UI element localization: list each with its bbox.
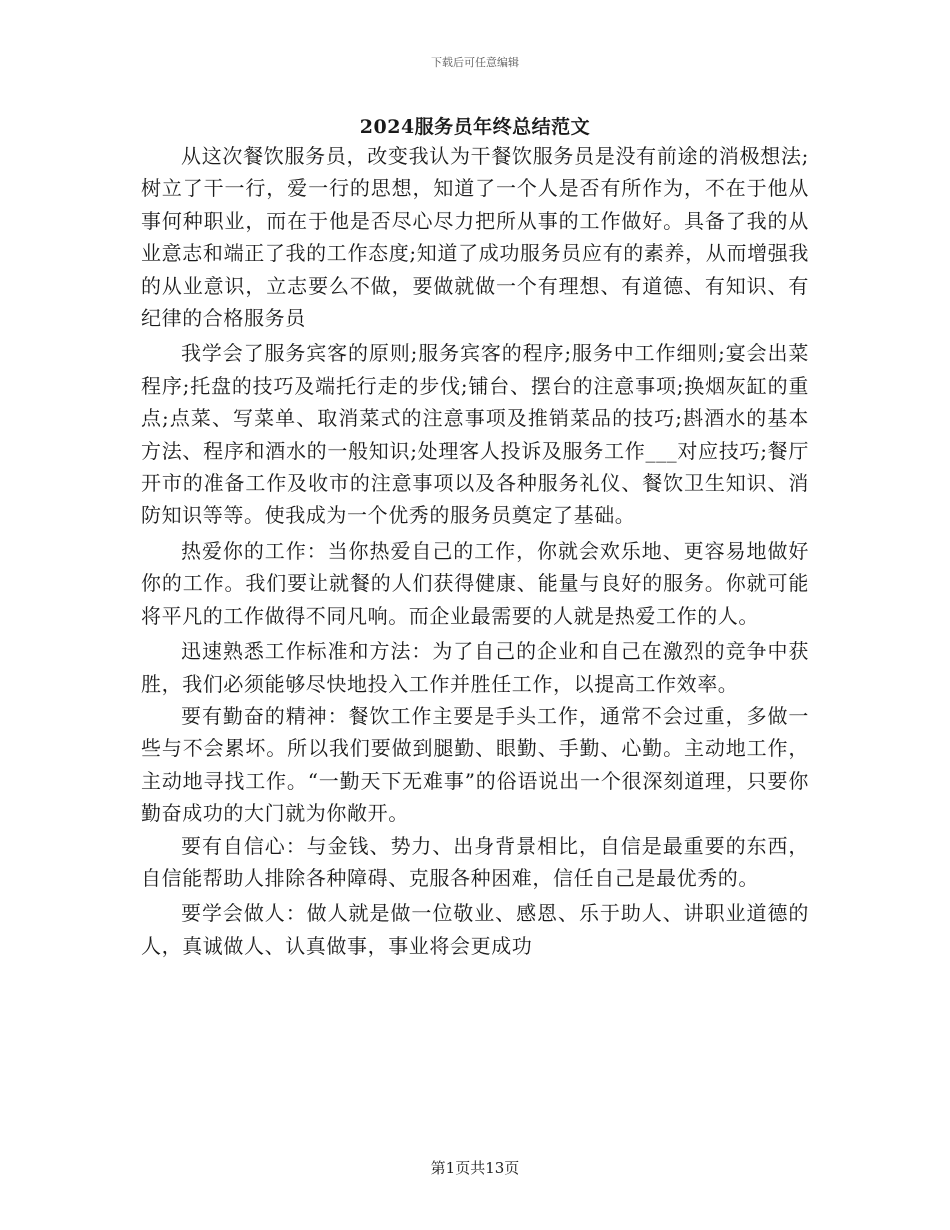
document-body: [141, 140, 809, 962]
paragraph: 要有勤奋的精神：餐饮工作主要是手头工作，通常不会过重，多做一些与不会累坏。所以我们要做到腿勤、眼勤、手勤、心勤。主动地工作，主动地寻找工作。“一勤天下无难事”的俗语说出一个很深刻道理，只要你勤奋成功的大门就为你敞开。: [141, 703, 809, 826]
paragraph: 我学会了服务宾客的原则;服务宾客的程序;服务中工作细则;宴会出菜程序;托盘的技巧及端托行走的步伐;铺台、摆台的注意事项;换烟灰缸的重点;点菜、写菜单、取消菜式的注意事项及推销菜品的技巧;斟酒水的基本方法、程序和酒水的一般知识;处理客人投诉及服务工作___对应技巧;餐厅开市的准备工作及收市的注意事项以及各种服务礼仪、餐饮卫生知识、消防知识等等。使我成为一个优秀的服务员奠定了基础。: [141, 341, 809, 528]
page-number: 第1页共13页: [430, 1159, 520, 1177]
paragraph: 要学会做人：做人就是做一位敬业、感恩、乐于助人、讲职业道德的人，真诚做人、认真做事，事业将会更成功: [141, 901, 809, 958]
header-note: 下载后可任意编辑: [431, 56, 519, 69]
paragraph: 从这次餐饮服务员，改变我认为干餐饮服务员是没有前途的消极想法;树立了干一行，爱一行的思想，知道了一个人是否有所作为，不在于他从事何种职业，而在于他是否尽心尽力把所从事的工作做好。具备了我的从业意志和端正了我的工作态度;知道了成功服务员应有的素养，从而增强我的从业意识，立志要么不做，要做就做一个有理想、有道德、有知识、有纪律的合格服务员: [141, 144, 809, 331]
paragraph: 热爱你的工作：当你热爱自己的工作，你就会欢乐地、更容易地做好你的工作。我们要让就餐的人们获得健康、能量与良好的服务。你就可能将平凡的工作做得不同凡响。而企业最需要的人就是热爱工作的人。: [141, 538, 809, 628]
document-title: 2024服务员年终总结范文: [359, 116, 591, 138]
paragraph: 要有自信心：与金钱、势力、出身背景相比，自信是最重要的东西，自信能帮助人排除各种障碍、克服各种困难，信任自己是最优秀的。: [141, 833, 809, 890]
paragraph: 迅速熟悉工作标准和方法：为了自己的企业和自己在激烈的竞争中获胜，我们必须能够尽快地投入工作并胜任工作，以提高工作效率。: [141, 639, 809, 696]
